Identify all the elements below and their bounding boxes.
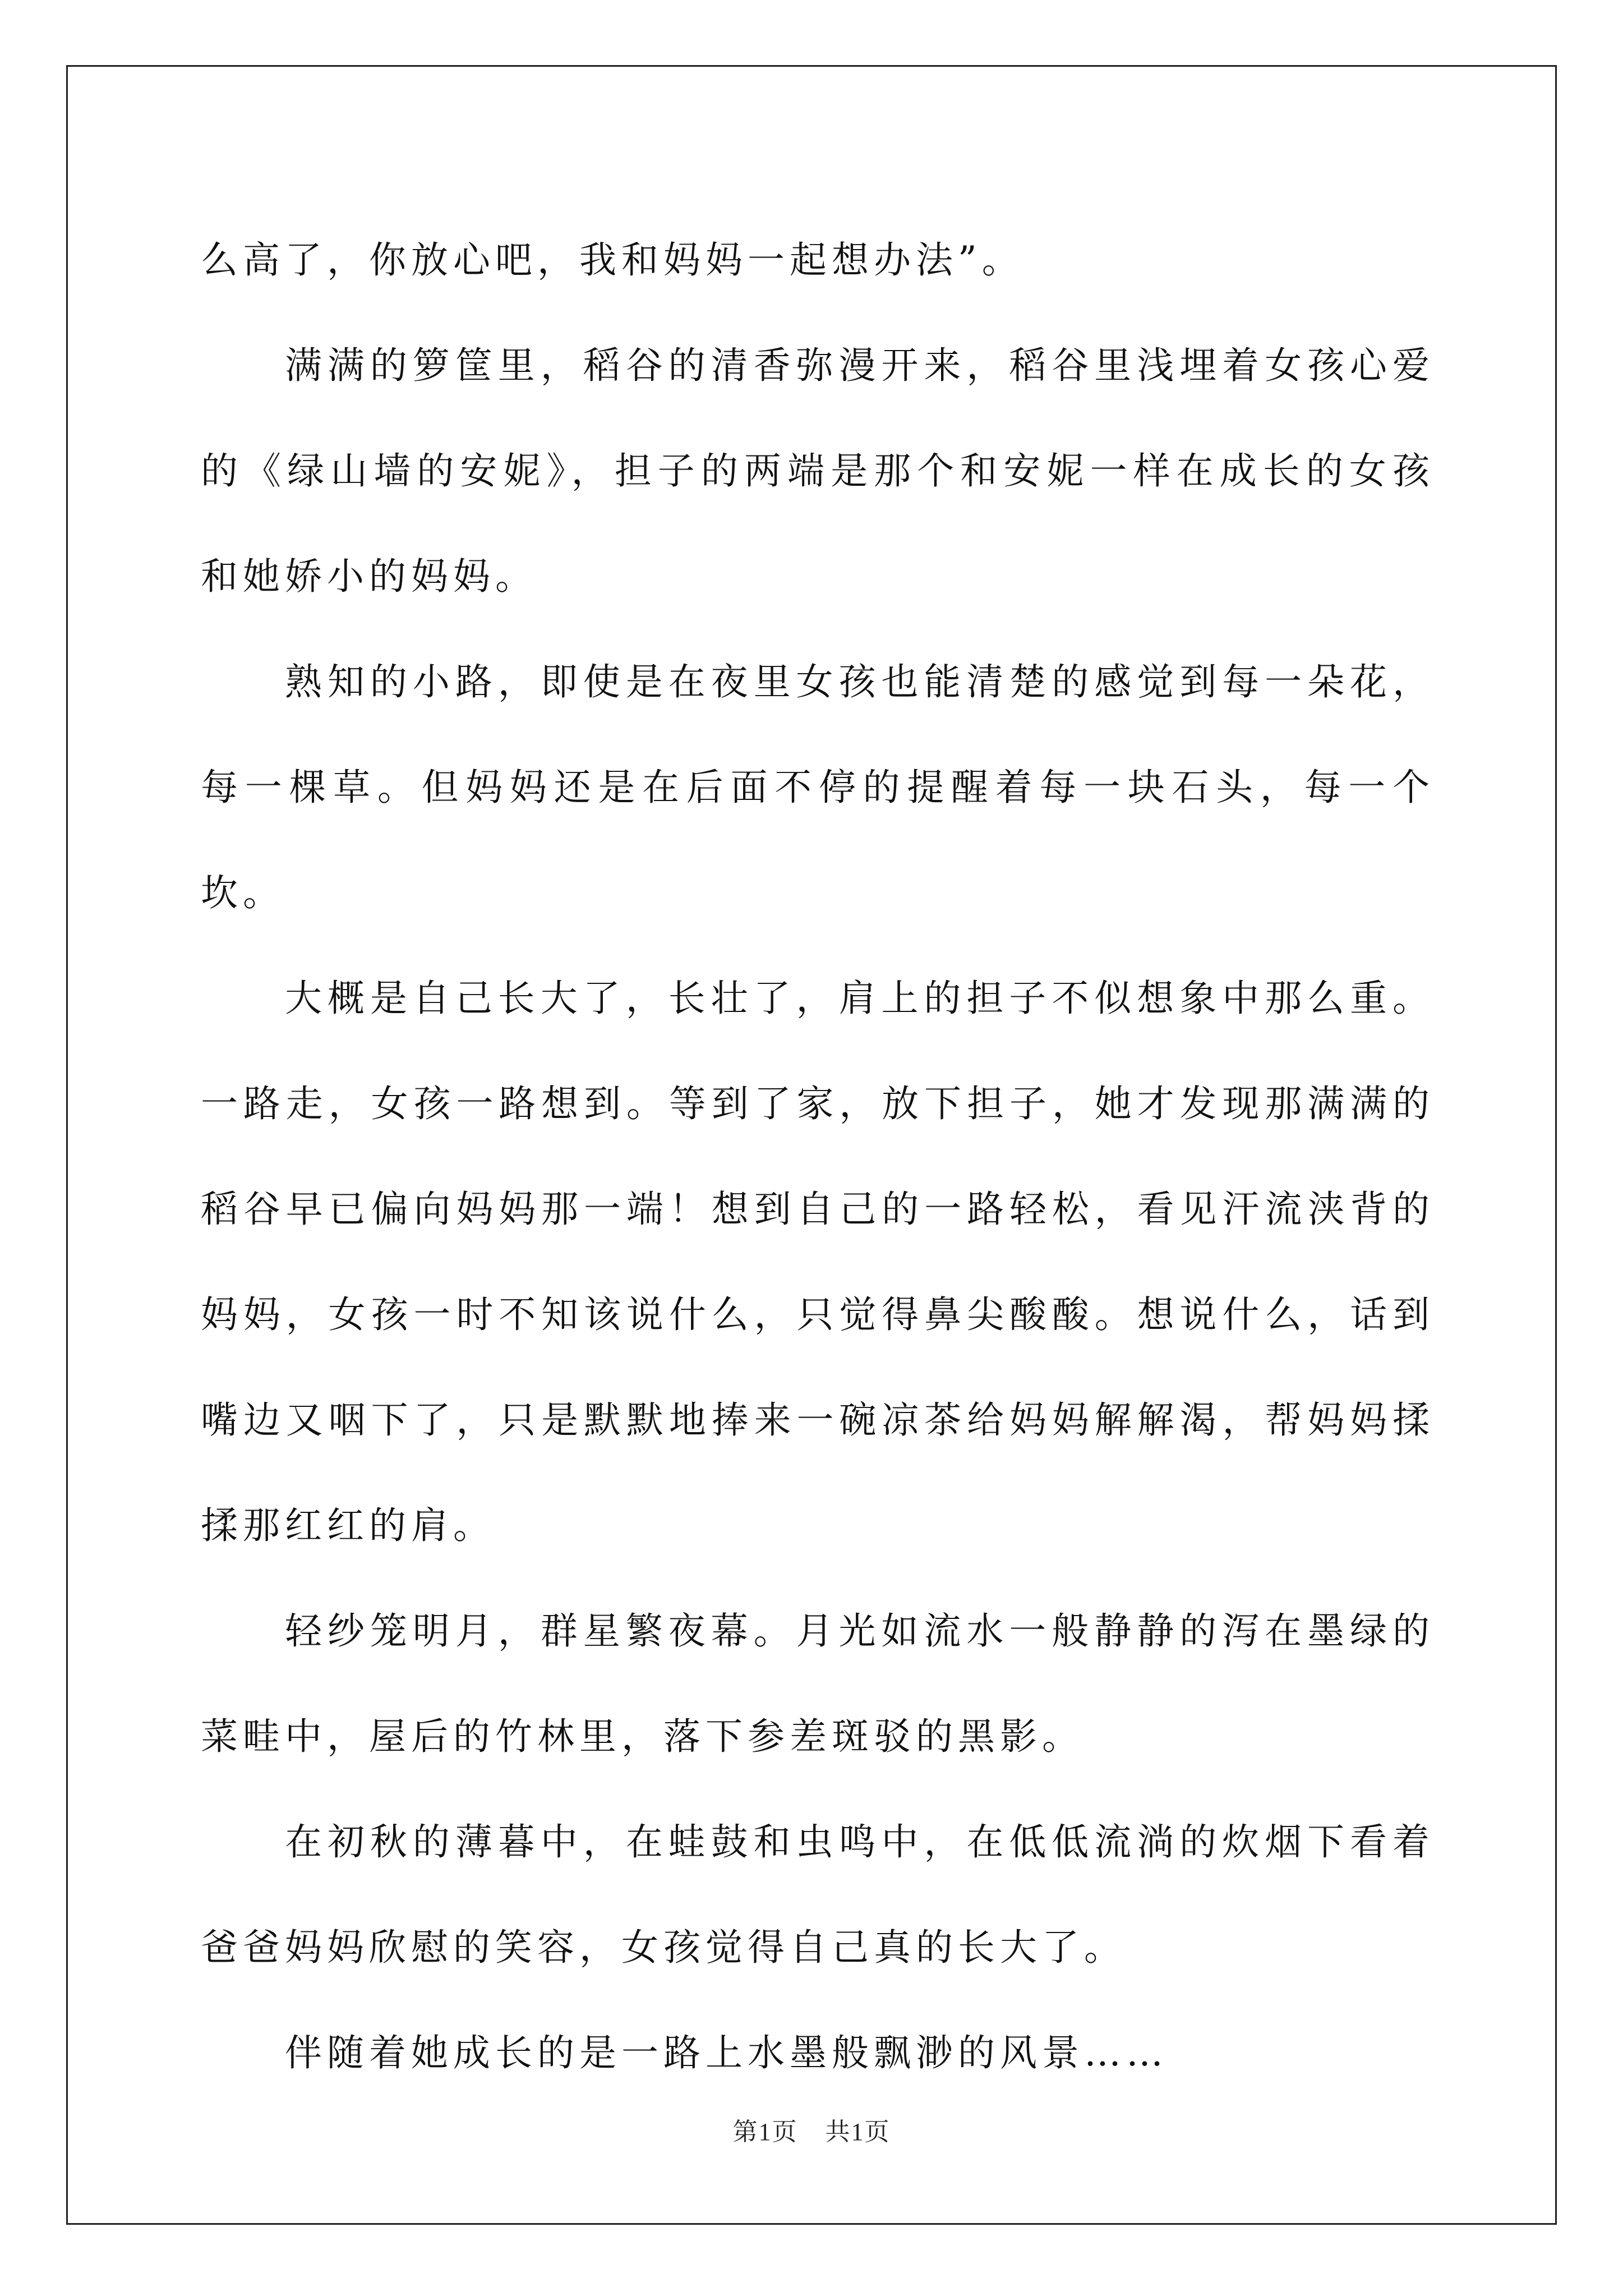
page-number: 第1页 — [732, 2118, 798, 2146]
paragraph-1: 么高了，你放心吧，我和妈妈一起想办法”。 — [201, 238, 1024, 282]
paragraph-6: 在初秋的薄暮中，在蛙鼓和虫鸣中，在低低流淌的炊烟下看着爸爸妈妈欣慰的笑容，女孩觉得自己真的长大了。 — [201, 1820, 1435, 1969]
paragraph-5: 轻纱笼明月，群星繁夜幕。月光如流水一般静静的泻在墨绿的菜畦中，屋后的竹林里，落下参差斑驳的黑影。 — [201, 1609, 1435, 1758]
page-total: 共1页 — [825, 2118, 891, 2146]
paragraph-3: 熟知的小路，即使是在夜里女孩也能清楚的感觉到每一朵花，每一棵草。但妈妈还是在后面不停的提醒着每一块石头，每一个坎。 — [201, 660, 1435, 914]
paragraph-7: 伴随着她成长的是一路上水墨般飘渺的风景…… — [285, 2031, 1168, 2074]
paragraph-4: 大概是自己长大了，长壮了，肩上的担子不似想象中那么重。一路走，女孩一路想到。等到了家，放下担子，她才发现那满满的稻谷早已偏向妈妈那一端！想到自己的一路轻松，看见汗流浃背的妈妈，女孩一时不知该说什么，只觉得鼻尖酸酸。想说什么，话到嘴边又咽下了，只是默默地捧来一碗凉茶给妈妈解解渴，帮妈妈揉揉那红红的肩。 — [201, 977, 1435, 1547]
page-footer — [0, 2111, 1623, 2147]
paragraph-2: 满满的箩筐里，稻谷的清香弥漫开来，稻谷里浅埋着女孩心爱的《绿山墙的安妮》，担子的两端是那个和安妮一样在成长的女孩和她娇小的妈妈。 — [201, 344, 1435, 598]
document-body — [201, 208, 1435, 2106]
